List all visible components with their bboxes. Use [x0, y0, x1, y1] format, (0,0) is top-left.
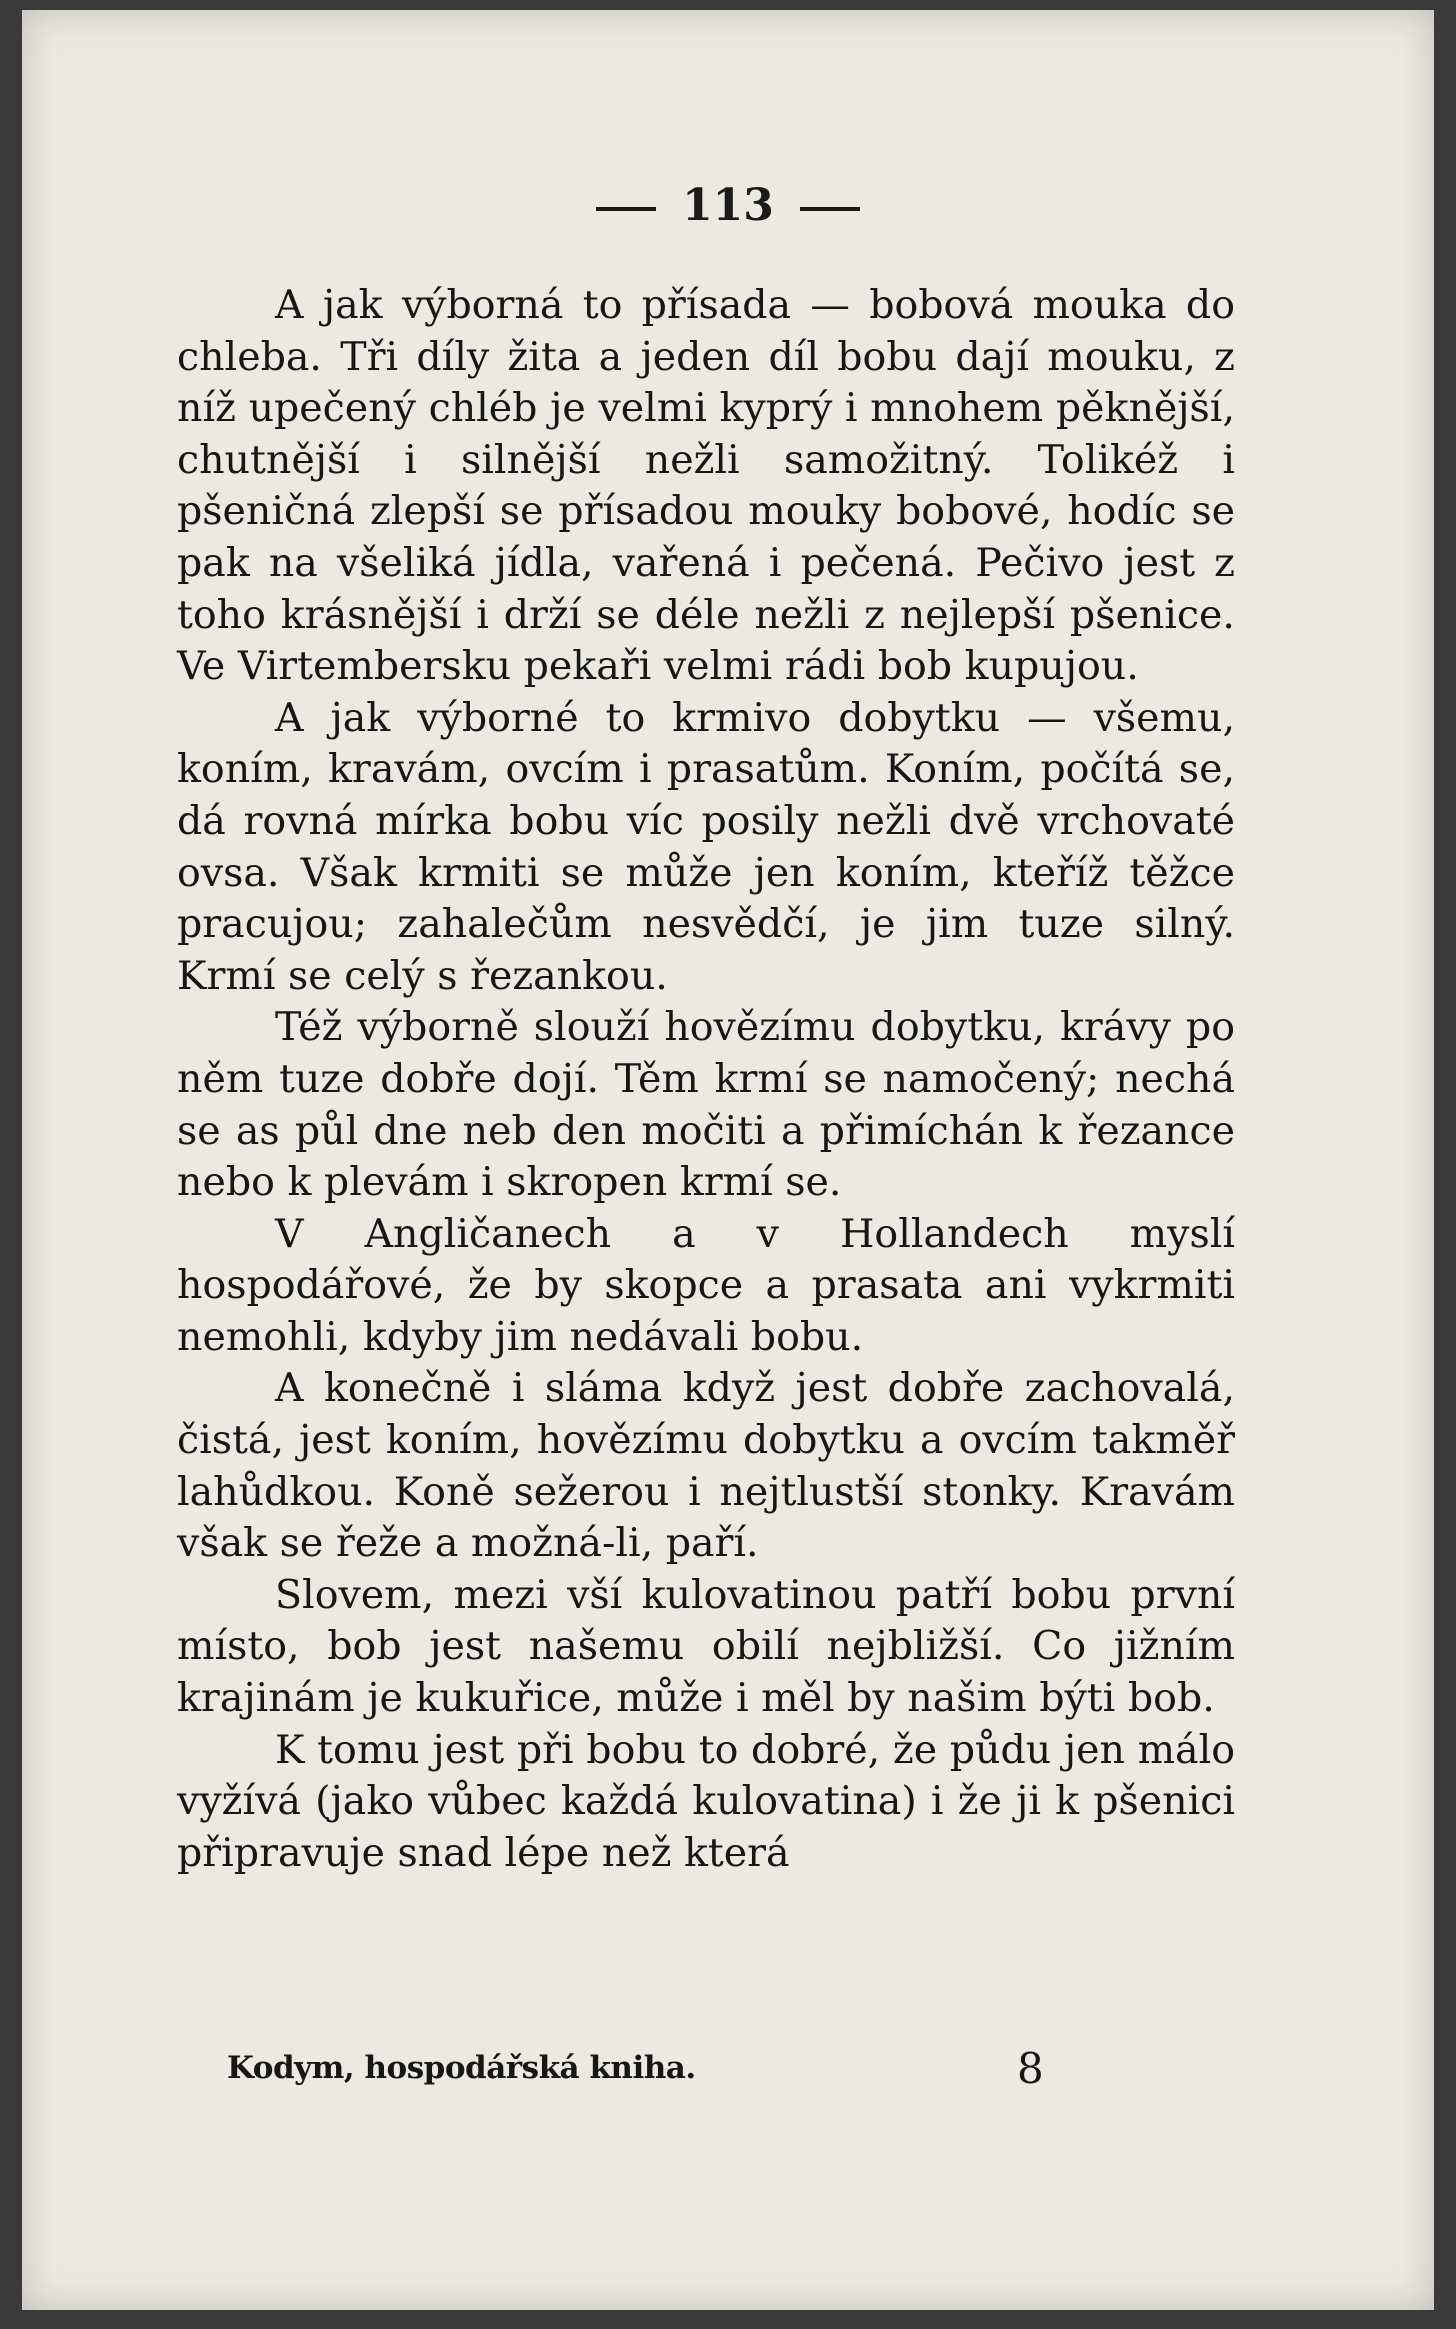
paragraph: A konečně i sláma když jest dobře zachovalá, čistá, jest koním, hovězímu dobytku a ovcím takměř lahůdkou. Koně sežerou i nejtlustší stonky. Kravám však se řeže a možná-li, paří. — [177, 1365, 1235, 1567]
page-footer — [227, 2044, 1077, 2093]
paragraph: A jak výborné to krmivo dobytku — všemu, koním, kravám, ovcím i prasatům. Koním, počítá se, dá rovná mírka bobu víc posily nežli dvě vrchovaté ovsa. Však krmiti se může jen koním, kteříž těžce pracujou; zahalečům nesvědčí, je jim tuze silný. Krmí se celý s řezankou. — [177, 694, 1235, 999]
header-dash-left — [596, 207, 656, 211]
footer-source: Kodym, hospodářská kniha. — [227, 2050, 696, 2086]
page-header — [22, 180, 1434, 231]
paragraph: A jak výborná to přísada — bobová mouka do chleba. Tři díly žita a jeden díl bobu dají mouku, z níž upečený chléb je velmi kyprý i mnohem pěknější, chutnější i silnější nežli samožitný. Tolikéž i pšeničná zlepší se přísadou mouky bobové, hodíc se pak na všeliká jídla, vařená i pečená. Pečivo jest z toho krásnější i drží se déle nežli z nejlepší pšenice. Ve Virtembersku pekaři velmi rádi bob kupujou. — [177, 282, 1235, 690]
paragraph: K tomu jest při bobu to dobré, že půdu jen málo vyžívá (jako vůbec každá kulovatina) i že ji k pšenici připravuje snad lépe než která — [177, 1726, 1235, 1876]
paragraph: Slovem, mezi vší kulovatinou patří bobu první místo, bob jest našemu obilí nejbližší. Co jižním krajinám je kukuřice, může i měl by našim býti bob. — [177, 1571, 1235, 1722]
page-number: 113 — [682, 180, 774, 231]
body-text — [177, 280, 1235, 1879]
paragraph: V Angličanech a v Hollandech myslí hospodářové, že by skopce a prasata ani vykrmiti nemohli, kdyby jim nedávali bobu. — [177, 1210, 1235, 1360]
header-dash-right — [800, 207, 860, 211]
footer-signature: 8 — [1017, 2044, 1044, 2093]
paragraph: Též výborně slouží hovězímu dobytku, krávy po něm tuze dobře dojí. Těm krmí se namočený; nechá se as půl dne neb den močiti a přimíchán k řezance nebo k plevám i skropen krmí se. — [177, 1004, 1235, 1206]
book-page — [22, 10, 1434, 2310]
